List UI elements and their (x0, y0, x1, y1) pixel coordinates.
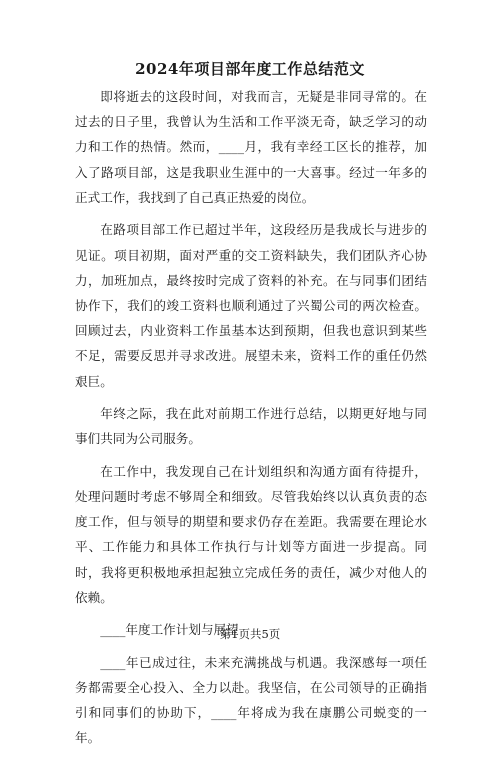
document-title: 2024年项目部年度工作总结范文 (135, 60, 365, 78)
page-number-footer: 第1页共5页 (219, 627, 281, 641)
document-body (75, 84, 427, 758)
paragraph-experience: 在路项目部工作已超过半年，这段经历是我成长与进步的见证。项目初期，面对严重的交工资料缺失，我们团队齐心协力，加班加点，最终按时完成了资料的补充。在与同事们团结协作下，我们的竣工资料也顺利通过了兴蜀公司的两次检查。回顾过去，内业资料工作虽基本达到预期，但我也意识到某些不足，需要反思并寻求改进。展望未来，资料工作的重任仍然艰巨。 (75, 222, 427, 389)
paragraph-outlook: ____年已成过往，未来充满挑战与机遇。我深感每一项任务都需要全心投入、全力以赴。我坚信，在公司领导的正确指引和同事们的协助下，____年将成为我在康鹏公司蜕变的一年。 (75, 654, 427, 746)
paragraph-self-reflection: 在工作中，我发现自己在计划组织和沟通方面有待提升，处理问题时考虑不够周全和细致。尽管我始终以认真负责的态度工作，但与领导的期望和要求仍存在差距。我需要在理论水平、工作能力和具体工作执行与计划等方面进一步提高。同时，我将更积极地承担起独立完成任务的责任，减少对他人的依赖。 (75, 463, 427, 605)
paragraph-intro: 即将逝去的这段时间，对我而言，无疑是非同寻常的。在过去的日子里，我曾认为生活和工作平淡无奇，缺乏学习的动力和工作的热情。然而，____月，我有幸经工区长的推荐，加入了路项目部，这是我职业生涯中的一大喜事。经过一年多的正式工作，我找到了自己真正热爱的岗位。 (75, 89, 427, 205)
paragraph-year-end: 年终之际，我在此对前期工作进行总结，以期更好地与同事们共同为公司服务。 (75, 406, 427, 447)
section-heading-plan: ____年度工作计划与展望 (100, 622, 239, 638)
